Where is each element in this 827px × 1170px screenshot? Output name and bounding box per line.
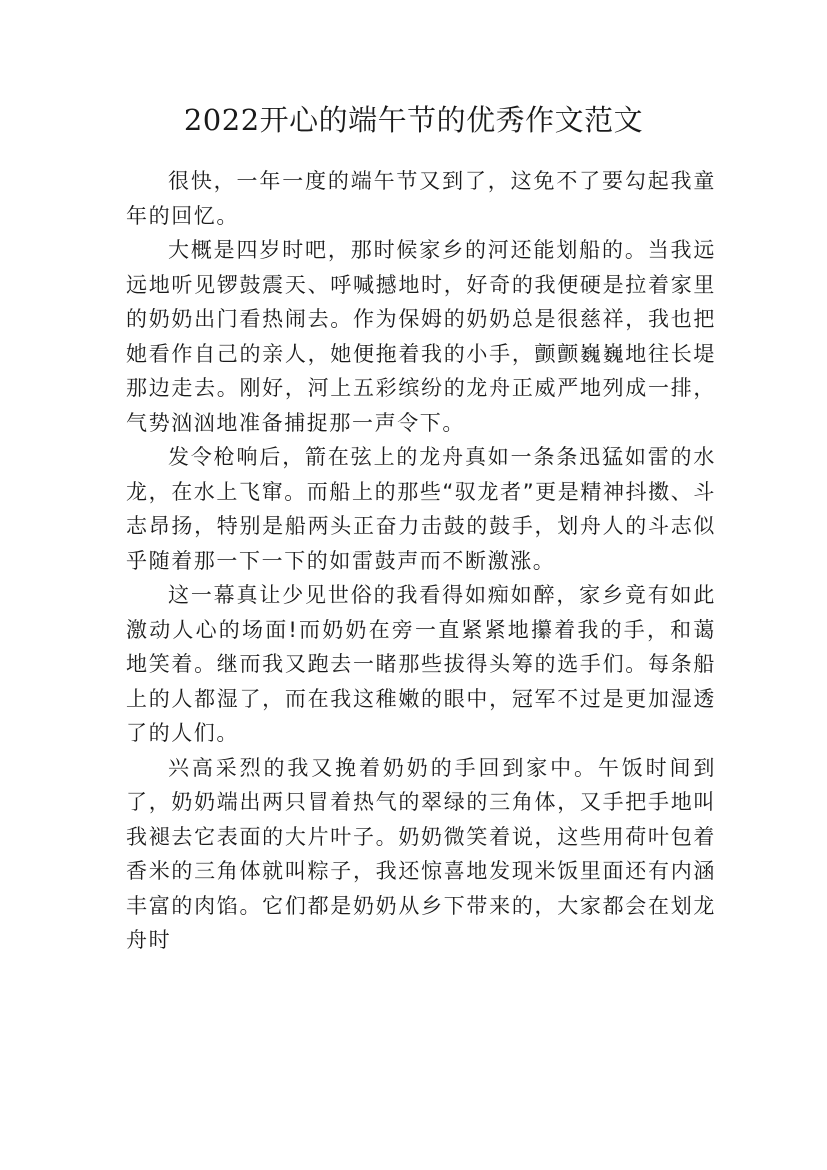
document-body — [126, 164, 716, 958]
paragraph: 大概是四岁时吧，那时候家乡的河还能划船的。当我远远地听见锣鼓震天、呼喊撼地时，好奇的我便硬是拉着家里的奶奶出门看热闹去。作为保姆的奶奶总是很慈祥，我也把她看作自己的亲人，她便拖着我的小手，颤颤巍巍地往长堤那边走去。刚好，河上五彩缤纷的龙舟正威严地列成一排，气势汹汹地准备捕捉那一声令下。 — [126, 238, 716, 435]
paragraph: 这一幕真让少见世俗的我看得如痴如醉，家乡竟有如此激动人心的场面!而奶奶在旁一直紧紧地攥着我的手，和蔼地笑着。继而我又跑去一睹那些拔得头筹的选手们。每条船上的人都湿了，而在我这稚嫩的眼中，冠军不过是更加湿透了的人们。 — [126, 583, 716, 745]
paragraph: 很快，一年一度的端午节又到了，这免不了要勾起我童年的回忆。 — [126, 169, 716, 228]
document-title: 2022开心的端午节的优秀作文范文 — [183, 103, 644, 137]
paragraph: 兴高采烈的我又挽着奶奶的手回到家中。午饭时间到了，奶奶端出两只冒着热气的翠绿的三角体，又手把手地叫我褪去它表面的大片叶子。奶奶微笑着说，这些用荷叶包着香米的三角体就叫粽子，我还惊喜地发现米饭里面还有内涵丰富的肉馅。它们都是奶奶从乡下带来的，大家都会在划龙舟时 — [126, 755, 716, 952]
paragraph: 发令枪响后，箭在弦上的龙舟真如一条条迅猛如雷的水龙，在水上飞窜。而船上的那些“驭龙者”更是精神抖擞、斗志昂扬，特别是船两头正奋力击鼓的鼓手，划舟人的斗志似乎随着那一下一下的如雷鼓声而不断激涨。 — [126, 445, 716, 573]
